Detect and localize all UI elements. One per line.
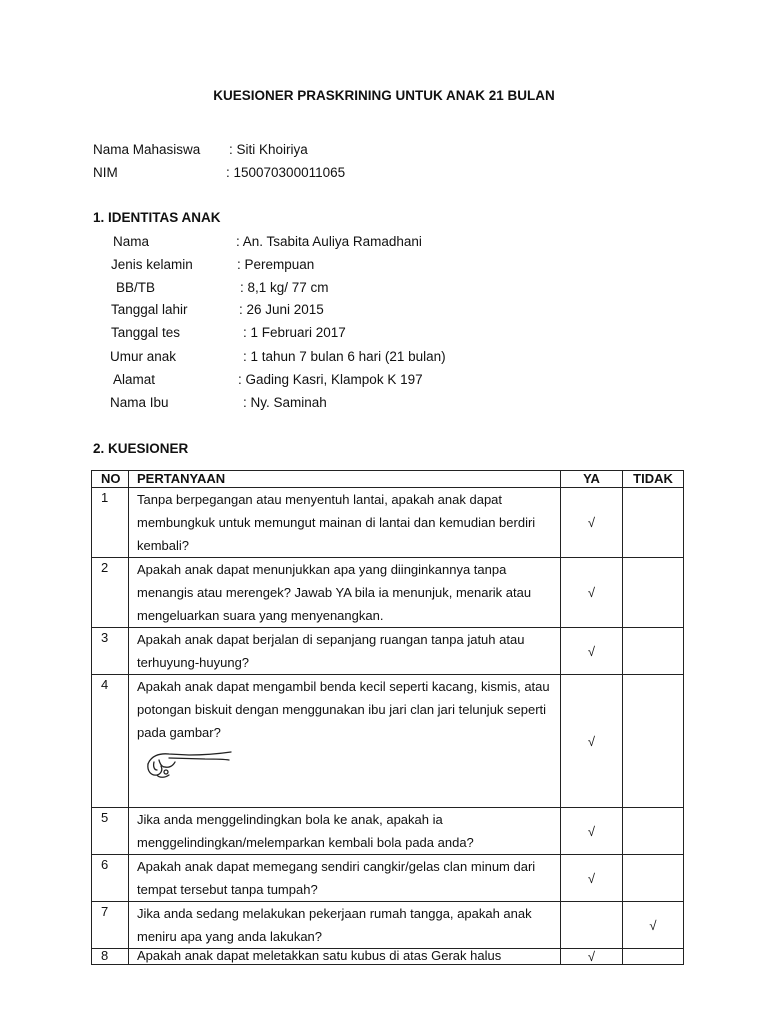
row-no-check	[623, 808, 684, 855]
row-question: Apakah anak dapat meletakkan satu kubus di atas Gerak halus	[129, 949, 561, 965]
row-no-check	[623, 488, 684, 558]
row-number: 5	[92, 808, 129, 855]
row-number: 7	[92, 902, 129, 949]
header-question: PERTANYAAN	[129, 471, 561, 488]
identity-label-nama: Nama	[113, 234, 150, 249]
row-number: 1	[92, 488, 129, 558]
row-yes-check	[561, 902, 623, 949]
table-row	[92, 949, 684, 965]
identity-value-umur-anak: : 1 tahun 7 bulan 6 hari (21 bulan)	[243, 349, 446, 364]
questionnaire-table	[91, 470, 684, 965]
identity-label-umur-anak: Umur anak	[110, 349, 177, 364]
identity-label-alamat: Alamat	[113, 372, 156, 387]
student-name-label: Nama Mahasiswa	[93, 142, 201, 157]
row-no-check	[623, 949, 684, 965]
table-row	[92, 558, 684, 628]
row-yes-check: √	[561, 488, 623, 558]
table-row	[92, 628, 684, 675]
identity-label-nama-ibu: Nama Ibu	[110, 395, 169, 410]
student-nim-label: NIM	[93, 165, 118, 180]
table-row	[92, 488, 684, 558]
header-no: NO	[92, 471, 129, 488]
row-question: Apakah anak dapat berjalan di sepanjang ruangan tanpa jatuh atau terhuyung-huyung?	[129, 628, 561, 675]
row-question: Apakah anak dapat memegang sendiri cangkir/gelas clan minum dari tempat tersebut tanpa tumpah?	[129, 855, 561, 902]
table-row	[92, 902, 684, 949]
questionnaire-heading: 2. KUESIONER	[93, 441, 189, 456]
identity-value-nama: : An. Tsabita Auliya Ramadhani	[236, 234, 422, 249]
identity-value-alamat: : Gading Kasri, Klampok K 197	[238, 372, 423, 387]
identity-heading: 1. IDENTITAS ANAK	[93, 210, 221, 225]
row-question: Jika anda sedang melakukan pekerjaan rumah tangga, apakah anak meniru apa yang anda lakukan?	[129, 902, 561, 949]
row-yes-check: √	[561, 628, 623, 675]
row-number: 8	[92, 949, 129, 965]
row-number: 3	[92, 628, 129, 675]
identity-value-tanggal-tes: : 1 Februari 2017	[243, 325, 346, 340]
row-yes-check: √	[561, 949, 623, 965]
row-yes-check: √	[561, 808, 623, 855]
row-number: 4	[92, 675, 129, 808]
table-row	[92, 675, 684, 808]
identity-label-bbtb: BB/TB	[116, 280, 156, 295]
row-no-check	[623, 855, 684, 902]
identity-value-tanggal-lahir: : 26 Juni 2015	[239, 302, 324, 317]
row-no-check: √	[623, 902, 684, 949]
identity-value-bbtb: : 8,1 kg/ 77 cm	[240, 280, 329, 295]
student-name-value: : Siti Khoiriya	[229, 142, 308, 157]
header-no-answer: TIDAK	[623, 471, 684, 488]
row-no-check	[623, 628, 684, 675]
table-header-row	[92, 471, 684, 488]
identity-label-tanggal-tes: Tanggal tes	[111, 325, 181, 340]
row-no-check	[623, 675, 684, 808]
pinch-grasp-hand-icon	[145, 746, 235, 780]
student-nim-value: : 150070300011065	[226, 165, 346, 180]
identity-label-jenis-kelamin: Jenis kelamin	[111, 257, 193, 272]
row-question-cell	[129, 675, 561, 808]
row-yes-check: √	[561, 855, 623, 902]
row-question: Jika anda menggelindingkan bola ke anak, apakah ia menggelindingkan/melemparkan kembali bola pada anda?	[129, 808, 561, 855]
row-question: Apakah anak dapat menunjukkan apa yang diinginkannya tanpa menangis atau merengek? Jawab YA bila ia menunjuk, menarik atau mengeluarkan suara yang menyenangkan.	[129, 558, 561, 628]
table-row	[92, 808, 684, 855]
row-yes-check: √	[561, 558, 623, 628]
document-title: KUESIONER PRASKRINING UNTUK ANAK 21 BULAN	[213, 88, 555, 103]
row-yes-check: √	[561, 675, 623, 808]
identity-value-jenis-kelamin: : Perempuan	[237, 257, 315, 272]
row-number: 6	[92, 855, 129, 902]
row-number: 2	[92, 558, 129, 628]
row-question: Apakah anak dapat mengambil benda kecil seperti kacang, kismis, atau potongan biskuit dengan menggunakan ibu jari clan jari telunjuk seperti pada gambar?	[137, 679, 550, 740]
table-row	[92, 855, 684, 902]
row-no-check	[623, 558, 684, 628]
identity-label-tanggal-lahir: Tanggal lahir	[111, 302, 188, 317]
header-yes: YA	[561, 471, 623, 488]
identity-value-nama-ibu: : Ny. Saminah	[243, 395, 327, 410]
row-question: Tanpa berpegangan atau menyentuh lantai, apakah anak dapat membungkuk untuk memungut mainan di lantai dan kemudian berdiri kembali?	[129, 488, 561, 558]
